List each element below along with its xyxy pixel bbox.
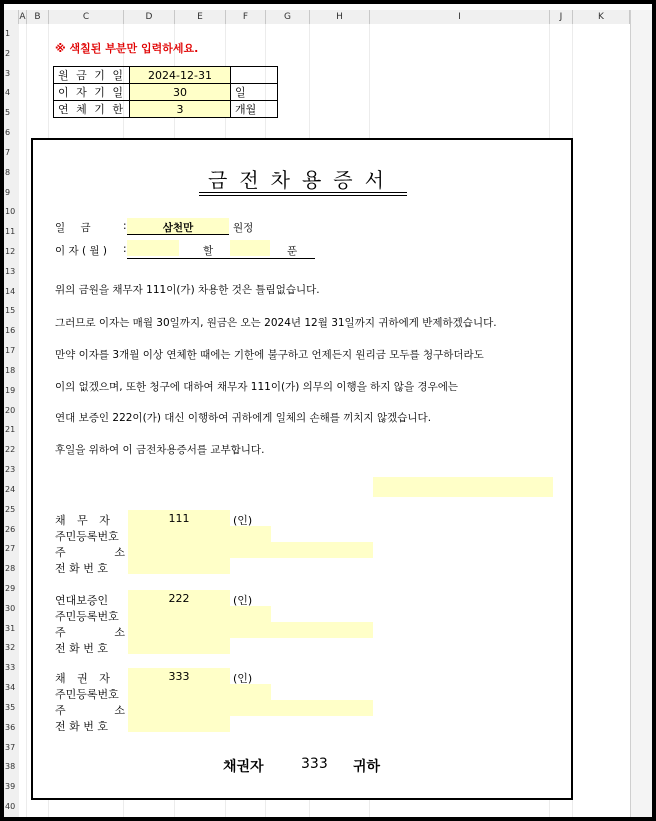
param-unit-due-date xyxy=(231,67,278,84)
column-header-b[interactable]: B xyxy=(27,10,49,24)
amount-unit: 원정 xyxy=(233,222,254,234)
row-header[interactable]: 38 xyxy=(5,762,16,772)
debtor-address-label: 주 소 xyxy=(55,546,125,559)
debtor-id-input[interactable] xyxy=(128,526,271,542)
amount-value: 삼천만 xyxy=(162,222,194,234)
guarantor-name: 222 xyxy=(168,592,190,605)
guarantor-id-input[interactable] xyxy=(128,606,271,622)
parameter-table xyxy=(53,66,278,118)
param-input-interest-day[interactable]: 30 xyxy=(130,84,231,101)
column-header-a[interactable]: A xyxy=(19,12,26,22)
column-header-f[interactable]: F xyxy=(226,10,266,24)
debtor-id-label: 주민등록번호 xyxy=(55,530,119,543)
row-header[interactable]: 1 xyxy=(5,28,11,38)
worksheet-grid xyxy=(19,24,630,817)
paragraph-3: 만약 이자를 3개월 이상 연체한 때에는 기한에 불구하고 언제든지 원리금 모두를 청구하더라도 xyxy=(55,349,484,361)
amount-colon: : xyxy=(123,220,127,232)
row-header[interactable]: 4 xyxy=(5,88,11,98)
row-header[interactable]: 6 xyxy=(5,128,11,138)
spreadsheet-window xyxy=(4,4,652,817)
row-header[interactable]: 8 xyxy=(5,167,11,177)
paragraph-5: 연대 보증인 222이(가) 대신 이행하여 귀하에게 일체의 손해를 끼치지 않겠습니다. xyxy=(55,412,432,424)
row-header[interactable]: 23 xyxy=(5,465,16,475)
row-header[interactable]: 30 xyxy=(5,603,16,613)
row-header[interactable]: 17 xyxy=(5,346,16,356)
guarantor-seal: (인) xyxy=(233,594,253,607)
guarantor-address-label: 주 소 xyxy=(55,626,125,639)
debtor-address-input[interactable] xyxy=(128,542,373,558)
row-header[interactable]: 32 xyxy=(5,643,16,653)
row-header[interactable]: 7 xyxy=(5,147,11,157)
interest-unit-hal: 할 xyxy=(203,245,214,257)
param-label-due-date: 원 금 기 일 xyxy=(54,67,130,84)
row-header[interactable]: 25 xyxy=(5,504,16,514)
footer-label: 채권자 xyxy=(223,759,264,775)
paragraph-1: 위의 금원을 채무자 111이(가) 차용한 것은 틀림없습니다. xyxy=(55,284,320,296)
row-header[interactable]: 31 xyxy=(5,623,16,633)
column-header-c[interactable]: C xyxy=(49,10,124,24)
debtor-seal: (인) xyxy=(233,514,253,527)
row-header[interactable]: 40 xyxy=(5,802,16,812)
row-header[interactable]: 14 xyxy=(5,286,16,296)
param-row xyxy=(54,84,278,101)
param-unit-overdue-limit: 개월 xyxy=(231,101,278,118)
row-header[interactable]: 34 xyxy=(5,683,16,693)
debtor-phone-input[interactable] xyxy=(128,558,230,574)
creditor-role: 채 권 자 xyxy=(55,672,114,685)
creditor-phone-label: 전 화 번 호 xyxy=(55,720,108,733)
column-header-g[interactable]: G xyxy=(266,10,310,24)
row-header[interactable]: 12 xyxy=(5,246,16,256)
creditor-id-input[interactable] xyxy=(128,684,271,700)
title-underline xyxy=(199,192,407,193)
interest-rate-input-2[interactable] xyxy=(230,240,270,256)
column-header-bar xyxy=(4,10,630,25)
debtor-role: 채 무 자 xyxy=(55,514,114,527)
footer-suffix: 귀하 xyxy=(353,759,381,775)
debtor-name: 111 xyxy=(168,512,190,525)
row-header[interactable]: 13 xyxy=(5,266,16,276)
vertical-scrollbar[interactable] xyxy=(630,10,652,817)
row-header[interactable]: 5 xyxy=(5,108,11,118)
param-row xyxy=(54,67,278,84)
paragraph-4: 이의 없겠으며, 또한 청구에 대하여 채무자 111이(가) 의무의 이행을 하지 않을 경우에는 xyxy=(55,381,459,393)
guarantor-phone-label: 전 화 번 호 xyxy=(55,642,108,655)
row-header[interactable]: 24 xyxy=(5,484,16,494)
row-header[interactable]: 22 xyxy=(5,445,16,455)
row-header[interactable]: 15 xyxy=(5,306,16,316)
row-header[interactable]: 35 xyxy=(5,702,16,712)
param-row xyxy=(54,101,278,118)
paragraph-6: 후일을 위하여 이 금전차용증서를 교부합니다. xyxy=(55,444,265,456)
interest-unit-pun: 푼 xyxy=(287,245,298,257)
row-header[interactable]: 27 xyxy=(5,544,16,554)
param-input-due-date[interactable]: 2024-12-31 xyxy=(130,67,231,84)
row-header[interactable]: 39 xyxy=(5,782,16,792)
row-header[interactable]: 28 xyxy=(5,564,16,574)
creditor-phone-input[interactable] xyxy=(128,716,230,732)
row-header[interactable]: 33 xyxy=(5,663,16,673)
footer-name: 333 xyxy=(301,756,328,772)
column-header-d[interactable]: D xyxy=(124,10,175,24)
interest-colon: : xyxy=(123,243,127,255)
input-notice: ※ 색칠된 부분만 입력하세요. xyxy=(55,42,199,55)
row-header-bar xyxy=(4,24,20,817)
creditor-address-input[interactable] xyxy=(128,700,373,716)
amount-label: 일 금 xyxy=(55,222,97,234)
loan-certificate xyxy=(31,138,573,800)
creditor-name: 333 xyxy=(168,670,190,683)
guarantor-address-input[interactable] xyxy=(128,622,373,638)
debtor-phone-label: 전 화 번 호 xyxy=(55,562,108,575)
param-label-interest-day: 이 자 기 일 xyxy=(54,84,130,101)
interest-rate-input[interactable] xyxy=(127,240,179,256)
row-header[interactable]: 29 xyxy=(5,584,16,593)
row-header[interactable]: 19 xyxy=(5,385,16,395)
creditor-id-label: 주민등록번호 xyxy=(55,688,119,701)
row-header[interactable]: 21 xyxy=(5,425,16,435)
row-header[interactable]: 11 xyxy=(5,227,16,237)
row-header[interactable]: 20 xyxy=(5,405,16,415)
row-header[interactable]: 3 xyxy=(5,68,11,78)
column-header-j[interactable]: J xyxy=(550,10,573,24)
certificate-title: 금전차용증서 xyxy=(208,168,396,192)
row-header[interactable]: 10 xyxy=(5,207,16,217)
title-underline xyxy=(199,195,407,196)
creditor-seal: (인) xyxy=(233,672,253,685)
param-label-overdue-limit: 연 체 기 한 xyxy=(54,101,130,118)
column-header-e[interactable]: E xyxy=(175,10,226,24)
param-input-overdue-limit[interactable]: 3 xyxy=(130,101,231,118)
guarantor-id-label: 주민등록번호 xyxy=(55,610,119,623)
row-header[interactable]: 18 xyxy=(5,365,16,375)
row-header[interactable]: 9 xyxy=(5,187,11,197)
column-header-h[interactable]: H xyxy=(310,10,370,24)
creditor-address-label: 주 소 xyxy=(55,704,125,717)
guarantor-role: 연대보증인 xyxy=(55,594,109,607)
row-header[interactable]: 16 xyxy=(5,326,16,336)
row-header[interactable]: 37 xyxy=(5,742,16,752)
row-header[interactable]: 26 xyxy=(5,524,16,534)
row-header[interactable]: 2 xyxy=(5,48,11,58)
guarantor-phone-input[interactable] xyxy=(128,638,230,654)
column-header-k[interactable]: K xyxy=(573,10,630,24)
row-header[interactable]: 36 xyxy=(5,722,16,732)
interest-label: 이 자 ( 월 ) xyxy=(55,245,107,257)
date-input[interactable] xyxy=(373,477,553,497)
select-all-corner[interactable] xyxy=(4,10,19,24)
interest-underline xyxy=(127,258,315,259)
param-unit-interest-day: 일 xyxy=(231,84,278,101)
paragraph-2: 그러므로 이자는 매월 30일까지, 원금은 오는 2024년 12월 31일까지 귀하에게 반제하겠습니다. xyxy=(55,317,497,329)
column-header-i[interactable]: I xyxy=(370,10,550,24)
